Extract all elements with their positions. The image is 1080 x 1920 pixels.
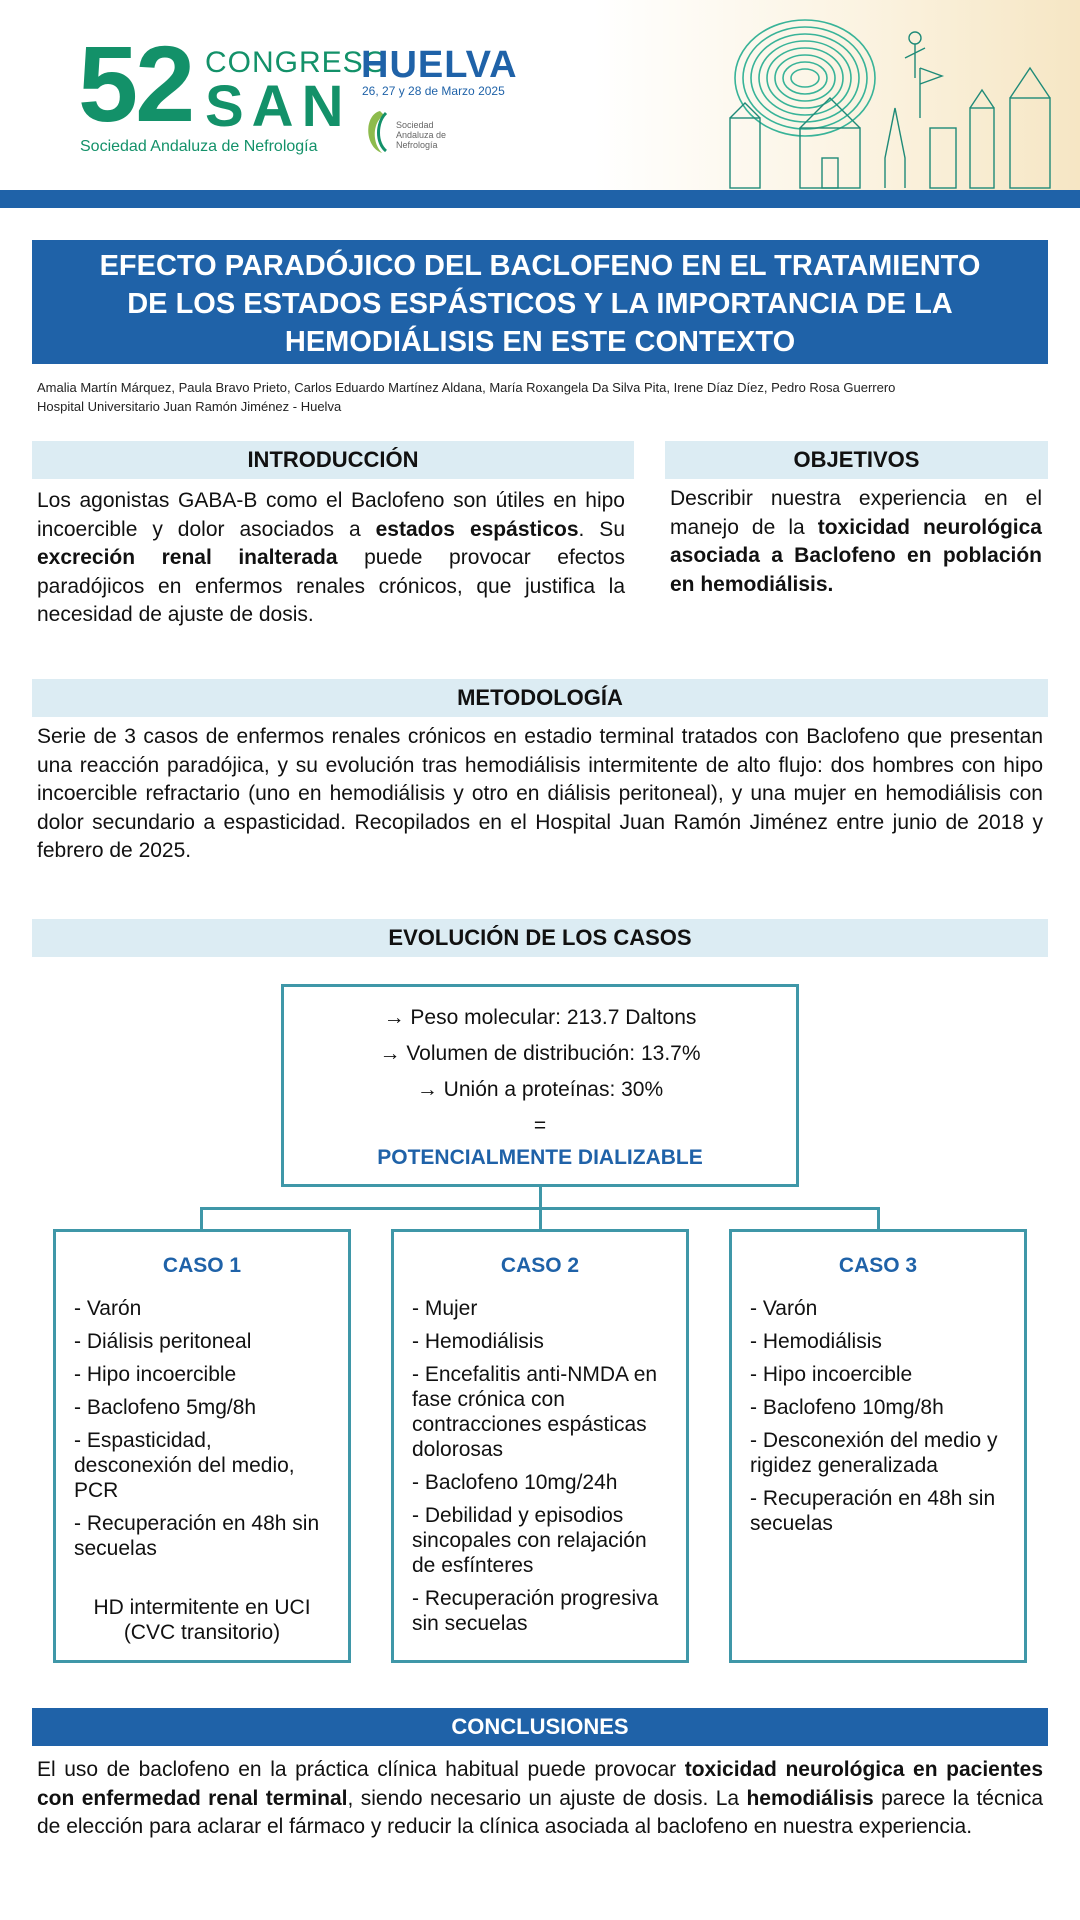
conclusiones-text xyxy=(37,1756,1043,1842)
intro-bold-2: excreción renal inalterada xyxy=(37,546,338,569)
case-item: - Encefalitis anti-NMDA en fase crónica con contracciones espásticas dolorosas xyxy=(412,1363,658,1461)
equals-sign: = xyxy=(533,1114,547,1137)
congress-san: SAN xyxy=(205,74,352,139)
header-stripe xyxy=(0,190,1080,208)
case-title: CASO 1 xyxy=(162,1254,242,1277)
case-title: CASO 3 xyxy=(838,1254,918,1277)
case-details xyxy=(74,1296,330,1561)
society-logo-text: Sociedad Andaluza de Nefrología xyxy=(396,120,447,150)
concl-bold-1: toxicidad neurológica en pacientes con enfermedad renal terminal xyxy=(37,1758,1044,1810)
metodologia-heading: METODOLOGÍA xyxy=(32,679,1048,717)
concl-text-3: parece la técnica de elección para aclarar el fármaco y reducir la clínica asociada al baclofeno en nuestra experiencia. xyxy=(37,1786,1043,1838)
concl-bold-2: hemodiálisis xyxy=(746,1786,874,1810)
case-item: - Hipo incoercible xyxy=(750,1363,913,1386)
concl-text-1: El uso de baclofeno en la práctica clínica habitual puede provocar xyxy=(37,1758,685,1781)
objetivos-heading: OBJETIVOS xyxy=(665,441,1048,479)
prop-molecular-weight: → Peso molecular: 213.7 Daltons xyxy=(383,1006,697,1029)
obj-bold-1: toxicidad neurológica asociada a Baclofeno en población en hemodiálisis. xyxy=(670,515,1042,596)
case-footer: HD intermitente en UCI (CVC transitorio) xyxy=(93,1596,311,1644)
intro-text-2: . Su xyxy=(578,517,625,541)
intro-text-1: Los agonistas GABA-B como el Baclofeno son útiles en hipo incoercible y dolor asociados a xyxy=(37,489,625,541)
case-item: - Espasticidad, desconexión del medio, PCR xyxy=(74,1429,295,1502)
title-line-3: HEMODIÁLISIS EN ESTE CONTEXTO xyxy=(284,326,796,358)
case-card-2 xyxy=(391,1229,689,1663)
case-item: - Varón xyxy=(750,1297,818,1320)
institution: Hospital Universitario Juan Ramón Jiménez - Huelva xyxy=(37,399,342,414)
congress-dates: 26, 27 y 28 de Marzo 2025 xyxy=(362,84,505,98)
case-card-1 xyxy=(53,1229,351,1663)
congress-city: HUELVA xyxy=(361,44,518,86)
connector-case-2 xyxy=(539,1207,542,1229)
connector-case-1 xyxy=(200,1207,203,1229)
title-line-2: DE LOS ESTADOS ESPÁSTICOS Y LA IMPORTANCIA DE LA xyxy=(127,288,953,320)
case-item: - Hipo incoercible xyxy=(74,1363,237,1386)
case-item: - Hemodiálisis xyxy=(412,1330,544,1353)
case-item: - Mujer xyxy=(412,1297,478,1320)
poster-title xyxy=(32,247,1048,361)
intro-bold-1: estados espásticos xyxy=(375,517,579,541)
concl-text-2: , siendo necesario un ajuste de dosis. La xyxy=(347,1786,747,1810)
case-item: - Recuperación en 48h sin secuelas xyxy=(74,1512,320,1560)
intro-text-3: puede provocar efectos paradójicos en enfermos renales crónicos, que justifica la necesidad de ajuste de dosis. xyxy=(37,546,625,626)
congress-number: 52 xyxy=(78,23,193,144)
huelva-landmarks-illustration xyxy=(710,8,1080,190)
prop-volume-distribution: → Volumen de distribución: 13.7% xyxy=(379,1042,701,1065)
case-details xyxy=(750,1296,1006,1536)
case-item: - Baclofeno 10mg/24h xyxy=(412,1471,618,1494)
connector-vertical xyxy=(539,1187,542,1209)
author-list: Amalia Martín Márquez, Paula Bravo Prieto, Carlos Eduardo Martínez Aldana, María Roxangela Da Silva Pita, Irene Díaz Díez, Pedro Rosa Guerrero xyxy=(37,380,896,395)
title-line-1: EFECTO PARADÓJICO DEL BACLOFENO EN EL TRATAMIENTO xyxy=(99,250,981,282)
case-title: CASO 2 xyxy=(500,1254,580,1277)
introduccion-heading: INTRODUCCIÓN xyxy=(32,441,634,479)
dialyzable-result: POTENCIALMENTE DIALIZABLE xyxy=(377,1146,703,1169)
society-name: Sociedad Andaluza de Nefrología xyxy=(80,138,318,155)
case-item: - Desconexión del medio y rigidez generalizada xyxy=(750,1429,998,1477)
case-item: - Varón xyxy=(74,1297,142,1320)
case-details xyxy=(412,1296,668,1636)
connector-case-3 xyxy=(877,1207,880,1229)
case-item: - Baclofeno 5mg/8h xyxy=(74,1396,257,1419)
pharmacology-box xyxy=(281,984,799,1187)
prop-protein-binding: → Unión a proteínas: 30% xyxy=(416,1078,664,1101)
evolucion-heading: EVOLUCIÓN DE LOS CASOS xyxy=(32,919,1048,957)
case-card-3 xyxy=(729,1229,1027,1663)
case-item: - Baclofeno 10mg/8h xyxy=(750,1396,944,1419)
conclusiones-heading: CONCLUSIONES xyxy=(32,1708,1048,1746)
congress-label: CONGRESO xyxy=(205,46,389,79)
author-block xyxy=(37,378,1037,416)
case-item: - Debilidad y episodios sincopales con relajación de esfínteres xyxy=(412,1504,647,1577)
metodologia-text: Serie de 3 casos de enfermos renales crónicos en estadio terminal tratados con Baclofeno que presentan una reacción paradójica, y su evolución tras hemodiálisis intermitente de alto flujo: dos hombres con hipo incoercible refractario (uno en hemodiálisis y otro en diálisis peritoneal), y una mujer en hemodiálisis con dolor secundario a espasticidad. Recopilados en el Hospital Juan Ramón Jiménez entre junio de 2018 y febrero de 2025. xyxy=(37,725,1043,862)
case-item: - Recuperación en 48h sin secuelas xyxy=(750,1487,996,1535)
case-item: - Hemodiálisis xyxy=(750,1330,882,1353)
case-item: - Recuperación progresiva sin secuelas xyxy=(412,1587,659,1635)
case-item: - Diálisis peritoneal xyxy=(74,1330,252,1353)
introduccion-text xyxy=(37,487,625,630)
obj-text-1: Describir nuestra experiencia en el manejo de la xyxy=(670,487,1042,539)
objetivos-text xyxy=(670,485,1042,599)
